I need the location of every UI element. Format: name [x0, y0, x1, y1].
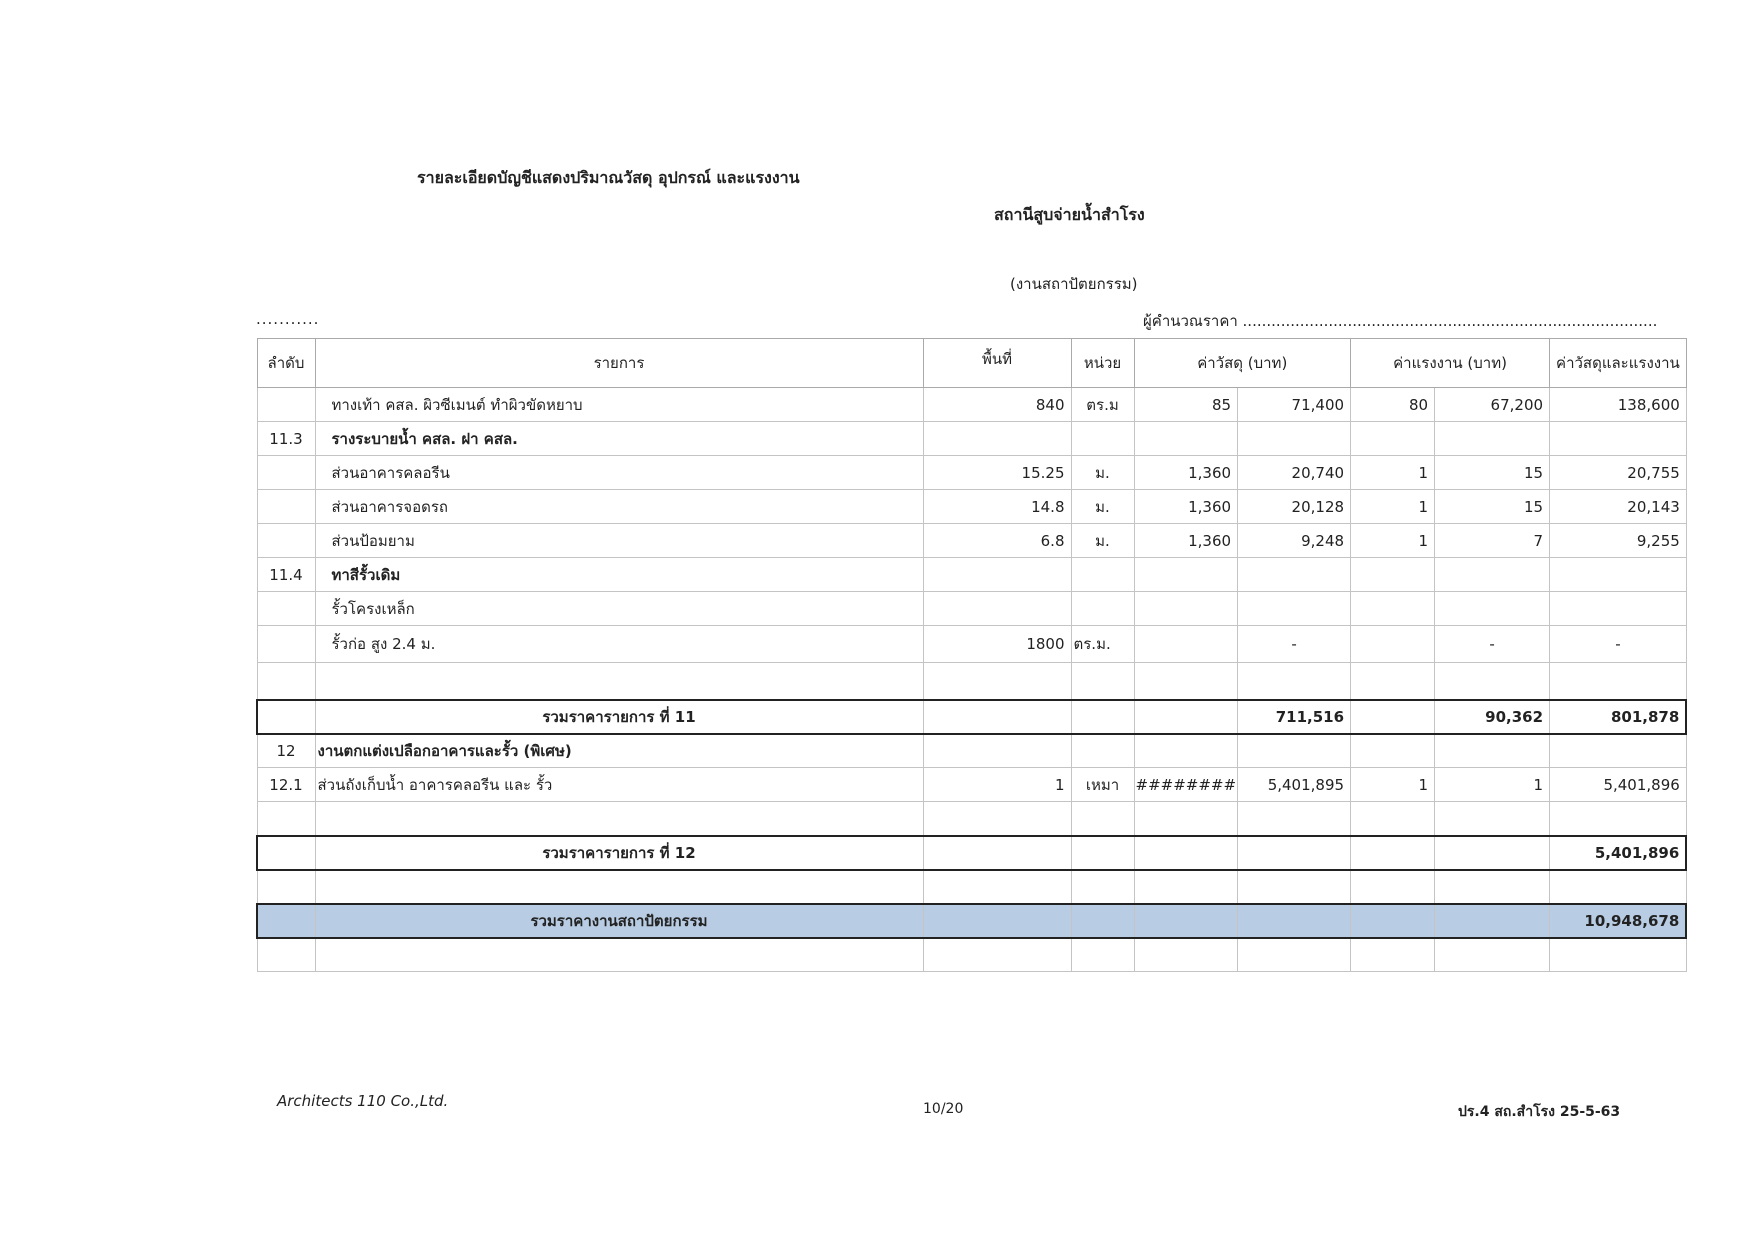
- row-labor-unit: [1351, 734, 1435, 768]
- row-labor-unit: 1: [1351, 768, 1435, 802]
- row-material-total: [1238, 904, 1351, 938]
- row-material-unit: ########: [1134, 768, 1238, 802]
- row-unit: [1071, 802, 1134, 836]
- row-item: รั้วโครงเหล็ก: [315, 592, 923, 626]
- row-total: -: [1550, 626, 1687, 663]
- row-labor-unit: 1: [1351, 456, 1435, 490]
- row-labor-unit: [1351, 904, 1435, 938]
- row-material-unit: 1,360: [1134, 456, 1238, 490]
- row-total: 5,401,896: [1550, 768, 1687, 802]
- row-labor-unit: [1351, 626, 1435, 663]
- row-labor-unit: 80: [1351, 388, 1435, 422]
- row-qty: [923, 422, 1071, 456]
- row-unit: [1071, 592, 1134, 626]
- leader-dots: ...........: [256, 310, 320, 328]
- row-unit: ม.: [1071, 524, 1134, 558]
- row-total: 20,755: [1550, 456, 1687, 490]
- row-material-total: [1238, 870, 1351, 904]
- row-labor-unit: [1351, 870, 1435, 904]
- row-unit: [1071, 904, 1134, 938]
- row-labor-total: [1435, 663, 1550, 700]
- row-item: ส่วนอาคารจอดรถ: [315, 490, 923, 524]
- header-total-cost: ค่าวัสดุและแรงงาน: [1550, 339, 1687, 388]
- footer-company: Architects 110 Co.,Ltd.: [277, 1092, 449, 1110]
- row-labor-total: 67,200: [1435, 388, 1550, 422]
- row-material-total: [1238, 422, 1351, 456]
- row-unit: ม.: [1071, 456, 1134, 490]
- row-qty: [923, 870, 1071, 904]
- table-row: [257, 870, 1686, 904]
- row-item: รางระบายน้ำ คสล. ฝา คสล.: [315, 422, 923, 456]
- row-unit: [1071, 663, 1134, 700]
- row-qty: [923, 904, 1071, 938]
- row-total: 9,255: [1550, 524, 1687, 558]
- subtotal-material: 711,516: [1238, 700, 1351, 734]
- grand-total-label: รวมราคางานสถาปัตยกรรม: [315, 904, 923, 938]
- row-no: [257, 802, 315, 836]
- row-no: [257, 524, 315, 558]
- row-item: รั้วก่อ สูง 2.4 ม.: [315, 626, 923, 663]
- row-material-total: [1238, 938, 1351, 972]
- row-qty: [923, 938, 1071, 972]
- row-item: งานตกแต่งเปลือกอาคารและรั้ว (พิเศษ): [315, 734, 923, 768]
- row-unit: [1071, 422, 1134, 456]
- row-labor-total: [1435, 558, 1550, 592]
- table-row: [257, 626, 1686, 663]
- header-item: รายการ: [315, 339, 923, 388]
- row-total: [1550, 938, 1687, 972]
- row-material-total: [1238, 802, 1351, 836]
- row-material-total: [1238, 663, 1351, 700]
- row-material-unit: [1134, 836, 1238, 870]
- document-title: รายละเอียดบัญชีแสดงปริมาณวัสดุ อุปกรณ์ และแรงงาน: [417, 168, 800, 187]
- row-material-unit: [1134, 558, 1238, 592]
- row-labor-total: [1435, 422, 1550, 456]
- row-total: [1550, 802, 1687, 836]
- row-qty: [923, 802, 1071, 836]
- row-labor-unit: [1351, 422, 1435, 456]
- row-labor-total: 15: [1435, 456, 1550, 490]
- subtotal-row: [257, 836, 1686, 870]
- table-row: [257, 938, 1686, 972]
- row-material-unit: [1134, 626, 1238, 663]
- row-unit: [1071, 870, 1134, 904]
- row-no: [257, 836, 315, 870]
- row-item: ทางเท้า คสล. ผิวซีเมนต์ ทำผิวขัดหยาบ: [315, 388, 923, 422]
- row-total: 138,600: [1550, 388, 1687, 422]
- table-row: [257, 734, 1686, 768]
- table-row: [257, 524, 1686, 558]
- row-material-unit: [1134, 700, 1238, 734]
- row-labor-unit: [1351, 592, 1435, 626]
- row-labor-unit: 1: [1351, 490, 1435, 524]
- row-qty: [923, 592, 1071, 626]
- row-item: ทาสีรั้วเดิม: [315, 558, 923, 592]
- header-unit: หน่วย: [1071, 339, 1134, 388]
- row-labor-unit: 1: [1351, 524, 1435, 558]
- row-qty: 6.8: [923, 524, 1071, 558]
- subtotal-row: [257, 700, 1686, 734]
- table-row: [257, 388, 1686, 422]
- row-labor-total: -: [1435, 626, 1550, 663]
- header-area: พื้นที่: [923, 339, 1071, 388]
- row-no: [257, 870, 315, 904]
- station-name: สถานีสูบจ่ายน้ำสำโรง: [994, 205, 1145, 224]
- row-material-unit: [1134, 592, 1238, 626]
- row-material-unit: [1134, 734, 1238, 768]
- estimator-line: ผู้คำนวณราคา .......................................................................................: [1143, 312, 1658, 330]
- row-labor-total: [1435, 938, 1550, 972]
- row-material-total: [1238, 558, 1351, 592]
- row-unit: [1071, 836, 1134, 870]
- row-qty: 15.25: [923, 456, 1071, 490]
- row-material-unit: 1,360: [1134, 524, 1238, 558]
- row-material-total: 20,128: [1238, 490, 1351, 524]
- row-item: ส่วนอาคารคลอรีน: [315, 456, 923, 490]
- row-no: [257, 904, 315, 938]
- grand-total-value: 10,948,678: [1550, 904, 1687, 938]
- subtotal-labor: 90,362: [1435, 700, 1550, 734]
- document-reference: ปร.4 สถ.สำโรง 25-5-63: [1458, 1104, 1621, 1120]
- row-no: [257, 626, 315, 663]
- row-no: [257, 456, 315, 490]
- row-unit: เหมา: [1071, 768, 1134, 802]
- row-total: 20,143: [1550, 490, 1687, 524]
- row-qty: [923, 558, 1071, 592]
- row-labor-total: [1435, 592, 1550, 626]
- row-qty: 14.8: [923, 490, 1071, 524]
- row-labor-total: [1435, 802, 1550, 836]
- row-labor-unit: [1351, 938, 1435, 972]
- row-total: [1550, 663, 1687, 700]
- row-no: 11.4: [257, 558, 315, 592]
- row-labor-total: [1435, 904, 1550, 938]
- row-unit: [1071, 558, 1134, 592]
- row-total: [1550, 422, 1687, 456]
- row-material-total: [1238, 734, 1351, 768]
- row-material-total: [1238, 592, 1351, 626]
- row-labor-unit: [1351, 700, 1435, 734]
- subtotal-total: 5,401,896: [1550, 836, 1687, 870]
- row-no: [257, 663, 315, 700]
- row-qty: 1: [923, 768, 1071, 802]
- row-no: 11.3: [257, 422, 315, 456]
- row-total: [1550, 592, 1687, 626]
- row-material-unit: 85: [1134, 388, 1238, 422]
- header-labor-cost: ค่าแรงงาน (บาท): [1351, 339, 1550, 388]
- row-item: [315, 802, 923, 836]
- subtotal-total: 801,878: [1550, 700, 1687, 734]
- row-labor-total: 7: [1435, 524, 1550, 558]
- row-unit: ตร.ม.: [1071, 626, 1134, 663]
- table-row: [257, 456, 1686, 490]
- row-material-unit: [1134, 870, 1238, 904]
- row-material-total: 20,740: [1238, 456, 1351, 490]
- row-material-total: -: [1238, 626, 1351, 663]
- row-material-unit: 1,360: [1134, 490, 1238, 524]
- row-material-total: 5,401,895: [1238, 768, 1351, 802]
- row-qty: [923, 700, 1071, 734]
- subtotal-label: รวมราคารายการ ที่ 11: [315, 700, 923, 734]
- row-qty: 1800: [923, 626, 1071, 663]
- row-no: [257, 490, 315, 524]
- row-item: [315, 870, 923, 904]
- table-row: [257, 802, 1686, 836]
- subtotal-label: รวมราคารายการ ที่ 12: [315, 836, 923, 870]
- row-qty: 840: [923, 388, 1071, 422]
- row-labor-total: 1: [1435, 768, 1550, 802]
- row-labor-total: 15: [1435, 490, 1550, 524]
- row-unit: [1071, 938, 1134, 972]
- section-label: (งานสถาปัตยกรรม): [1010, 275, 1138, 293]
- row-item: ส่วนป้อมยาม: [315, 524, 923, 558]
- row-material-unit: [1134, 663, 1238, 700]
- table-row: [257, 558, 1686, 592]
- row-unit: [1071, 700, 1134, 734]
- header-material-cost: ค่าวัสดุ (บาท): [1134, 339, 1351, 388]
- row-qty: [923, 663, 1071, 700]
- row-item: [315, 663, 923, 700]
- row-material-unit: [1134, 802, 1238, 836]
- row-no: [257, 938, 315, 972]
- row-unit: ม.: [1071, 490, 1134, 524]
- bill-of-quantities-table: [256, 338, 1687, 972]
- row-labor-unit: [1351, 836, 1435, 870]
- row-item: ส่วนถังเก็บน้ำ อาคารคลอรีน และ รั้ว: [315, 768, 923, 802]
- row-material-unit: [1134, 938, 1238, 972]
- row-qty: [923, 734, 1071, 768]
- row-material-unit: [1134, 904, 1238, 938]
- row-material-total: 71,400: [1238, 388, 1351, 422]
- row-material-total: 9,248: [1238, 524, 1351, 558]
- row-no: [257, 700, 315, 734]
- table-header-row: [257, 339, 1686, 388]
- subtotal-material: [1238, 836, 1351, 870]
- table-row: [257, 663, 1686, 700]
- grand-total-row: [257, 904, 1686, 938]
- header-no: ลำดับ: [257, 339, 315, 388]
- row-no: 12.1: [257, 768, 315, 802]
- page-number: 10/20: [923, 1101, 964, 1117]
- row-no: 12: [257, 734, 315, 768]
- row-material-unit: [1134, 422, 1238, 456]
- row-total: [1550, 734, 1687, 768]
- row-no: [257, 388, 315, 422]
- row-labor-total: [1435, 734, 1550, 768]
- row-total: [1550, 870, 1687, 904]
- row-item: [315, 938, 923, 972]
- subtotal-labor: [1435, 836, 1550, 870]
- row-no: [257, 592, 315, 626]
- row-unit: ตร.ม: [1071, 388, 1134, 422]
- row-unit: [1071, 734, 1134, 768]
- row-total: [1550, 558, 1687, 592]
- row-labor-unit: [1351, 802, 1435, 836]
- table-row: [257, 490, 1686, 524]
- table-row: [257, 592, 1686, 626]
- row-qty: [923, 836, 1071, 870]
- table-row: [257, 422, 1686, 456]
- table-row: [257, 768, 1686, 802]
- row-labor-unit: [1351, 663, 1435, 700]
- row-labor-total: [1435, 870, 1550, 904]
- row-labor-unit: [1351, 558, 1435, 592]
